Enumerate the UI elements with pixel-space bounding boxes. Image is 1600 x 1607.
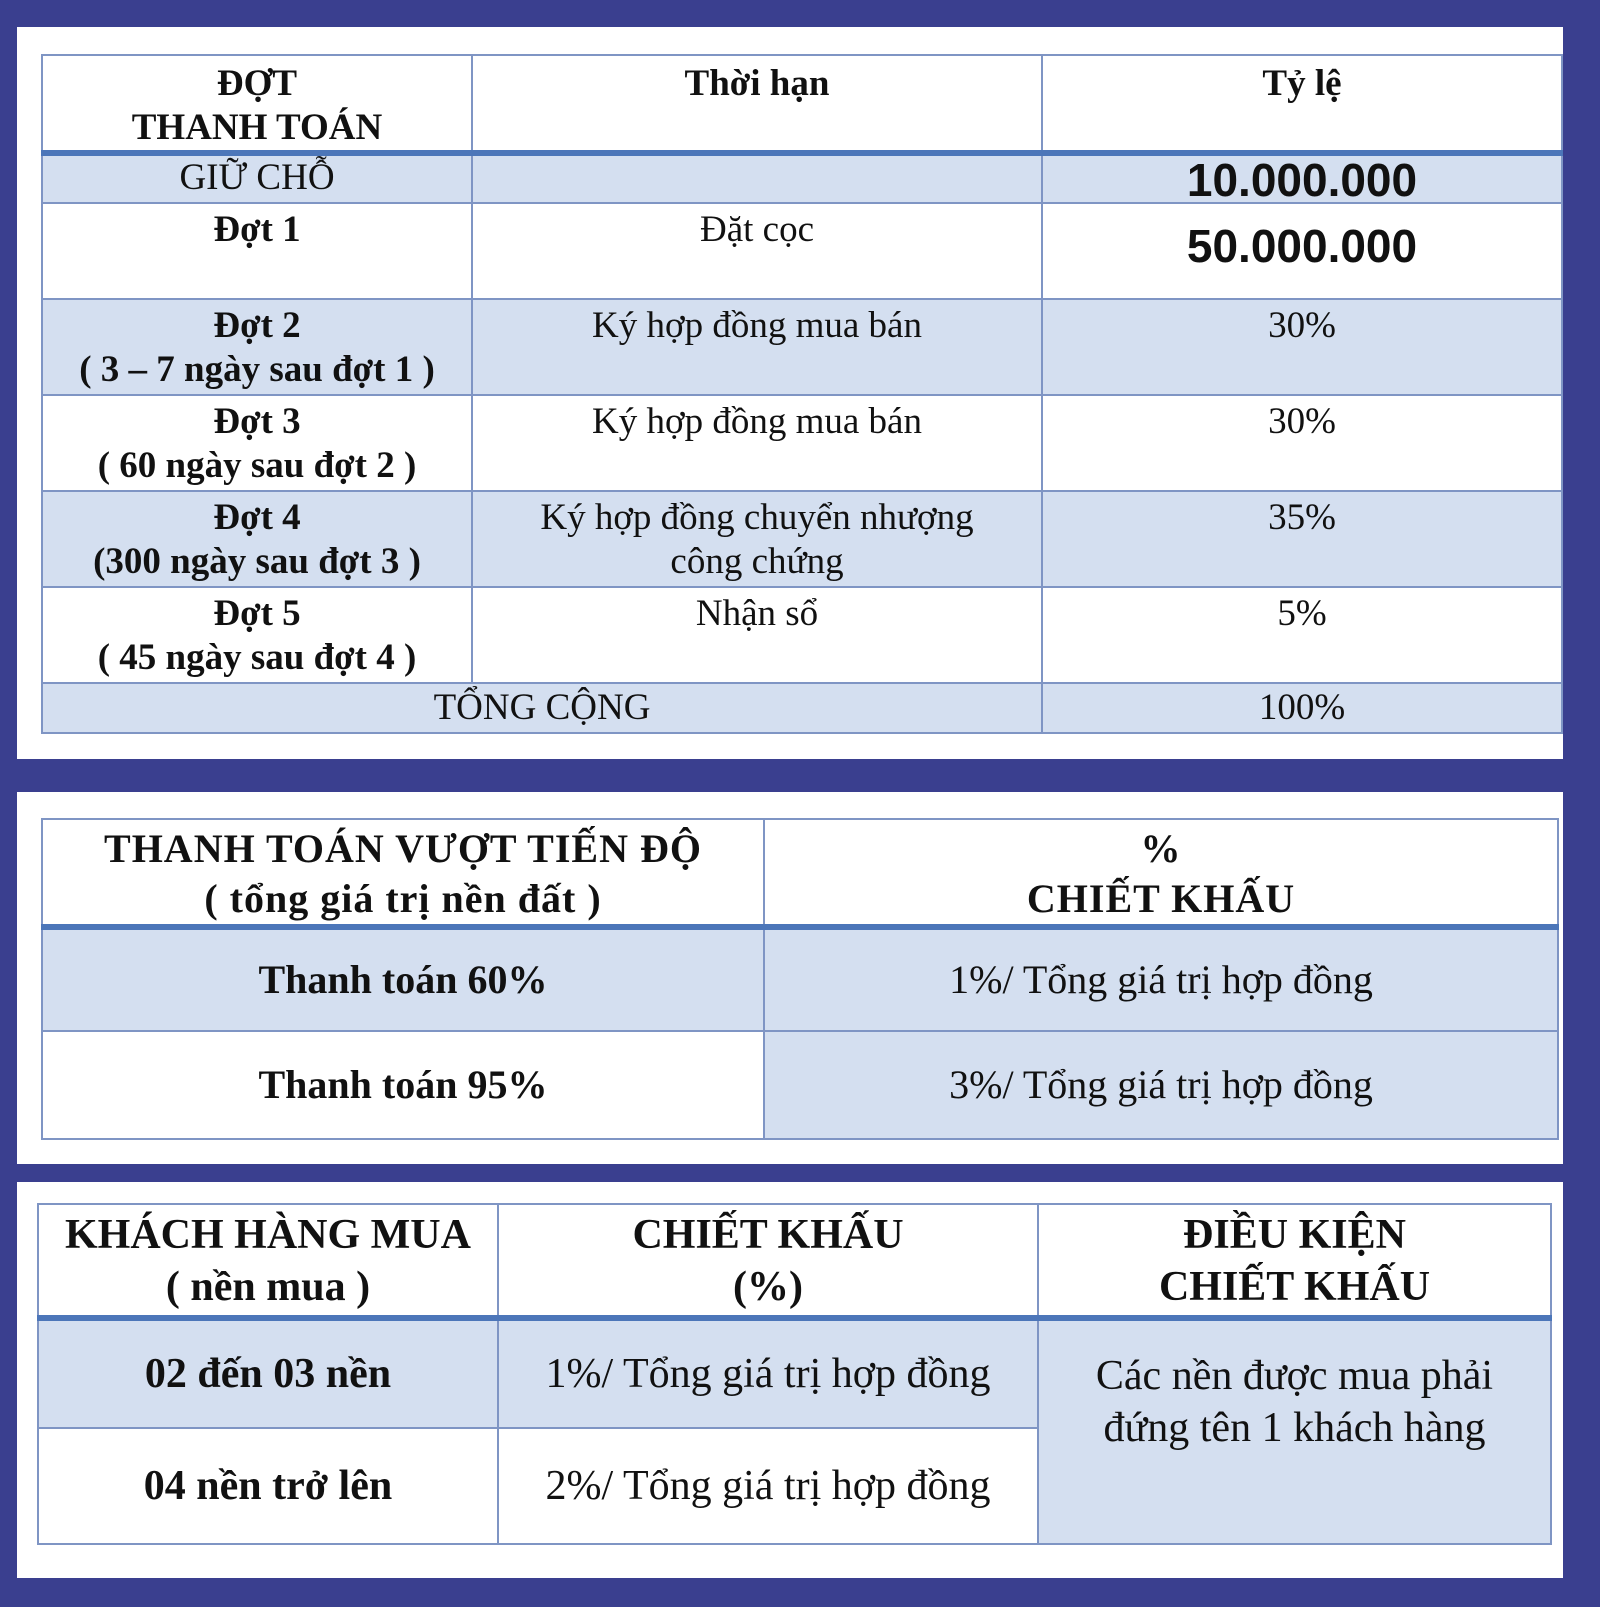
- total-label: TỔNG CỘNG: [42, 683, 1042, 733]
- row-discount: 1%/ Tổng giá trị hợp đồng: [764, 927, 1558, 1031]
- table-row: [38, 1318, 1551, 1428]
- header-line2: ( tổng giá trị nền đất ): [204, 876, 602, 921]
- payment-schedule-panel: [17, 27, 1563, 759]
- row-label: Thanh toán 60%: [42, 927, 764, 1031]
- row-phase: [42, 299, 472, 395]
- phase-note: ( 45 ngày sau đợt 4 ): [97, 637, 417, 678]
- header-line2: CHIẾT KHẤU: [1026, 876, 1296, 921]
- row-term: Nhận sổ: [472, 587, 1042, 683]
- table-header-row: [42, 55, 1562, 153]
- table-row: [42, 927, 1558, 1031]
- row-phase: [42, 491, 472, 587]
- header-line2: ( nền mua ): [165, 1264, 371, 1310]
- phase-label: Đợt 5: [213, 593, 301, 634]
- bulk-purchase-table: [37, 1203, 1552, 1545]
- row-rate: 5%: [1042, 587, 1562, 683]
- row-rate: 30%: [1042, 299, 1562, 395]
- phase-note: ( 3 – 7 ngày sau đợt 1 ): [79, 349, 435, 390]
- row-label: 02 đến 03 nền: [38, 1318, 498, 1428]
- early-payment-panel: [17, 792, 1563, 1164]
- early-payment-table: [41, 818, 1559, 1140]
- table-header-row: [42, 819, 1558, 927]
- header-line1: %: [1140, 826, 1182, 871]
- header-discount: [498, 1204, 1038, 1318]
- table-header-row: [38, 1204, 1551, 1318]
- total-value: 100%: [1042, 683, 1562, 733]
- term-line1: Ký hợp đồng chuyển nhượng: [540, 497, 974, 538]
- header-discount: [764, 819, 1558, 927]
- header-line2: (%): [733, 1264, 803, 1310]
- header-line1: ĐIỀU KIỆN: [1183, 1212, 1406, 1258]
- row-label: Thanh toán 95%: [42, 1031, 764, 1139]
- header-term: Thời hạn: [472, 55, 1042, 153]
- header-line1: KHÁCH HÀNG MUA: [65, 1212, 471, 1258]
- header-customer: [38, 1204, 498, 1318]
- header-phase-line2: THANH TOÁN: [131, 107, 383, 148]
- header-phase: [42, 55, 472, 153]
- row-term: Ký hợp đồng mua bán: [472, 395, 1042, 491]
- condition-line2: đứng tên 1 khách hàng: [1103, 1405, 1486, 1451]
- phase-label: Đợt 4: [213, 497, 301, 538]
- table-row: [42, 299, 1562, 395]
- total-row: [42, 683, 1562, 733]
- condition-line1: Các nền được mua phải: [1095, 1353, 1494, 1399]
- phase-note: ( 60 ngày sau đợt 2 ): [97, 445, 417, 486]
- table-row: [42, 395, 1562, 491]
- row-discount: 1%/ Tổng giá trị hợp đồng: [498, 1318, 1038, 1428]
- term-line2: công chứng: [670, 541, 844, 582]
- row-discount: 3%/ Tổng giá trị hợp đồng: [764, 1031, 1558, 1139]
- row-term: [472, 153, 1042, 203]
- header-rate: Tỷ lệ: [1042, 55, 1562, 153]
- row-rate: 30%: [1042, 395, 1562, 491]
- header-line2: CHIẾT KHẤU: [1158, 1264, 1431, 1310]
- row-phase: GIỮ CHỖ: [42, 153, 472, 203]
- header-phase-line1: ĐỢT: [216, 63, 298, 104]
- row-phase: Đợt 1: [42, 203, 472, 299]
- phase-note: (300 ngày sau đợt 3 ): [93, 541, 421, 582]
- table-row: [42, 203, 1562, 299]
- table-row: [42, 1031, 1558, 1139]
- header-line1: CHIẾT KHẤU: [632, 1212, 904, 1258]
- row-label: 04 nền trở lên: [38, 1428, 498, 1544]
- payment-schedule-table: [41, 54, 1563, 734]
- table-row: [42, 491, 1562, 587]
- row-rate: 50.000.000: [1042, 203, 1562, 299]
- header-early-payment: [42, 819, 764, 927]
- row-term: [472, 491, 1042, 587]
- phase-label: Đợt 3: [213, 401, 301, 442]
- condition-cell: [1038, 1318, 1551, 1544]
- header-condition: [1038, 1204, 1551, 1318]
- row-term: Đặt cọc: [472, 203, 1042, 299]
- header-line1: THANH TOÁN VƯỢT TIẾN ĐỘ: [104, 826, 702, 871]
- row-term: Ký hợp đồng mua bán: [472, 299, 1042, 395]
- table-row: [42, 587, 1562, 683]
- row-discount: 2%/ Tổng giá trị hợp đồng: [498, 1428, 1038, 1544]
- phase-label: Đợt 2: [213, 305, 301, 346]
- row-phase: [42, 587, 472, 683]
- row-phase: [42, 395, 472, 491]
- table-row: [42, 153, 1562, 203]
- row-rate: 35%: [1042, 491, 1562, 587]
- bulk-purchase-panel: [17, 1182, 1563, 1578]
- row-rate: 10.000.000: [1042, 153, 1562, 203]
